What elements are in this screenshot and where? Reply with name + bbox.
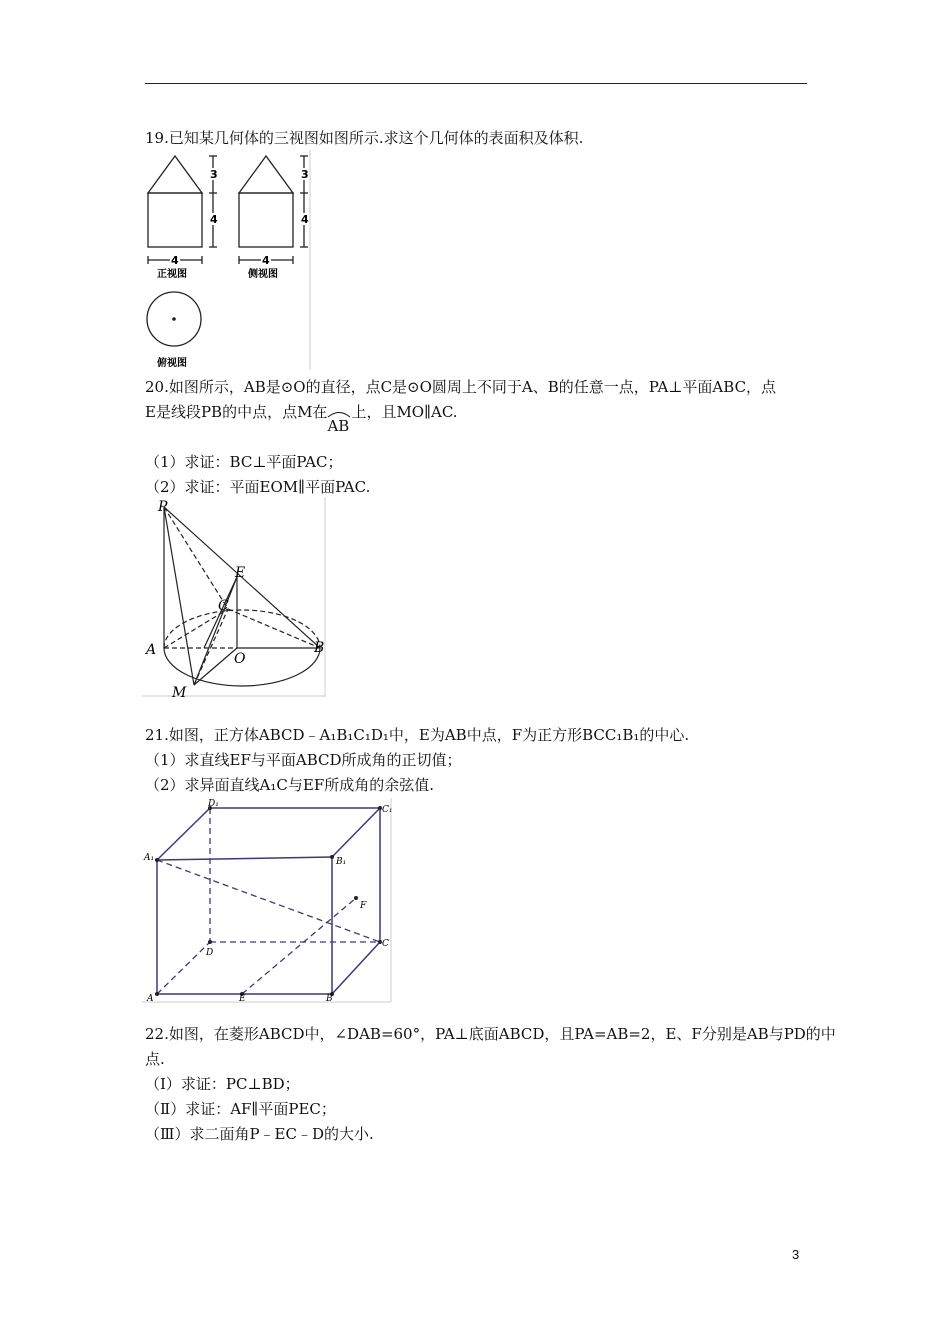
- label-A: A: [146, 642, 157, 658]
- label-C: C: [218, 598, 229, 614]
- label-B: B: [314, 640, 325, 656]
- label-C1: C₁: [382, 805, 393, 815]
- label-P: P: [158, 499, 168, 515]
- q20-figure: [142, 497, 328, 699]
- label-O: O: [234, 651, 246, 667]
- label-C: C: [382, 939, 389, 949]
- q21-sub2: （2）求异面直线A₁C与EF所成角的余弦值.: [145, 776, 434, 794]
- q22-sub2: （Ⅱ）求证：AF∥平面PEC；: [145, 1100, 336, 1118]
- q22-line1: 22.如图，在菱形ABCD中，∠DAB=60°，PA⊥底面ABCD，且PA=AB=2，E、F分别是AB与PD的中: [145, 1025, 836, 1043]
- label-D1: D₁: [208, 799, 219, 809]
- arc-ab-label: AB: [327, 417, 350, 435]
- top-view-center: [172, 317, 176, 321]
- front-caption: 正视图: [157, 269, 187, 280]
- q20-line1: 20.如图所示，AB是⊙O的直径，点C是⊙O圆周上不同于A、B的任意一点，PA⊥平面ABC，点: [145, 378, 777, 396]
- side-dim-width: 4: [262, 254, 270, 267]
- q21-sub1: （1）求直线EF与平面ABCD所成角的正切值；: [145, 751, 462, 769]
- label-F: F: [360, 901, 367, 911]
- q20-line2: [145, 402, 458, 435]
- q21-cube-figure: [142, 798, 394, 1004]
- header-rule: [145, 83, 807, 84]
- front-dim-width: 4: [171, 254, 179, 267]
- label-E: E: [235, 565, 246, 581]
- q20-line2-a: E是线段PB的中点，点M在: [145, 403, 328, 421]
- label-A: A: [147, 994, 154, 1004]
- side-dim-bottom: 4: [301, 213, 309, 226]
- q20-line2-b: 上，且MO∥AC.: [351, 403, 458, 421]
- label-D: D: [206, 948, 214, 958]
- side-view: [239, 156, 308, 264]
- q19-text: 19.已知某几何体的三视图如图所示.求这个几何体的表面积及体积.: [145, 129, 584, 147]
- q20-sub2: （2）求证：平面EOM∥平面PAC.: [145, 478, 371, 496]
- q22-sub3: （Ⅲ）求二面角P﹣EC﹣D的大小.: [145, 1125, 374, 1143]
- front-dim-bottom: 4: [210, 213, 218, 226]
- side-dim-top: 3: [301, 168, 309, 181]
- label-M: M: [172, 685, 187, 699]
- q22-sub1: （Ⅰ）求证：PC⊥BD；: [145, 1075, 300, 1093]
- label-A1: A₁: [144, 853, 155, 863]
- front-dim-top: 3: [210, 168, 218, 181]
- q22-line2: 点.: [145, 1050, 165, 1068]
- arc-ab: [327, 402, 351, 435]
- label-B: B: [326, 994, 333, 1004]
- top-caption: 俯视图: [157, 358, 187, 369]
- label-B1: B₁: [336, 857, 347, 867]
- side-caption: 侧视图: [248, 269, 278, 280]
- front-view: [148, 156, 217, 264]
- q21-line1: 21.如图，正方体ABCD﹣A₁B₁C₁D₁中，E为AB中点，F为正方形BCC₁B₁的中心.: [145, 726, 690, 744]
- page-number: 3: [792, 1247, 800, 1262]
- label-E: E: [239, 994, 246, 1004]
- q19-three-view-figure: [140, 150, 312, 370]
- q20-sub1: （1）求证：BC⊥平面PAC；: [145, 453, 343, 471]
